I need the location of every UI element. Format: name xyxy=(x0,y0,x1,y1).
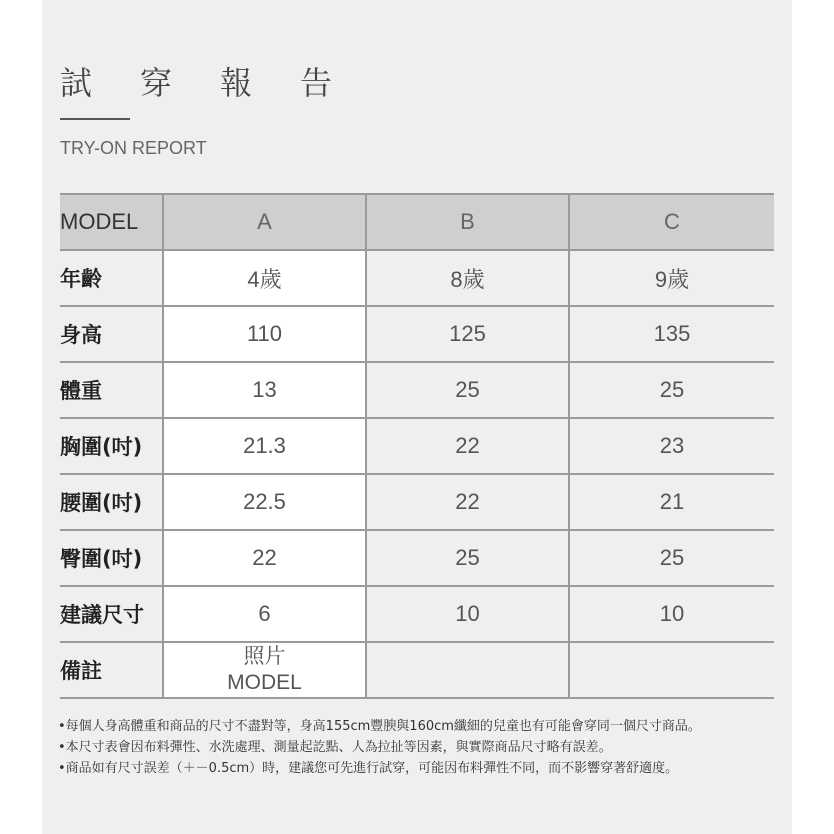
table-cell: 22.5 xyxy=(163,474,366,530)
table-cell xyxy=(569,642,774,698)
table-row xyxy=(60,250,774,306)
row-label: 備註 xyxy=(60,642,163,698)
table-cell: 22 xyxy=(366,474,569,530)
table-cell: 4歲 xyxy=(163,250,366,306)
table-cell: 22 xyxy=(163,530,366,586)
row-label: 身高 xyxy=(60,306,163,362)
note-item: •每個人身高體重和商品的尺寸不盡對等，身高155cm豐腴與160cm纖細的兒童也有可能會穿同一個尺寸商品。 xyxy=(58,719,701,734)
header-cell-a: A xyxy=(163,194,366,250)
table-row xyxy=(60,362,774,418)
title-char: 穿 xyxy=(140,64,173,102)
title-char: 告 xyxy=(300,64,333,102)
table-cell: 23 xyxy=(569,418,774,474)
table-header-row xyxy=(60,194,774,250)
title-divider xyxy=(60,118,130,120)
table-row xyxy=(60,418,774,474)
note-line: 照片 xyxy=(243,645,286,668)
note-line: MODEL xyxy=(227,671,302,694)
row-label: 年齡 xyxy=(60,250,163,306)
page-subtitle: TRY-ON REPORT xyxy=(60,138,207,158)
table-cell: 6 xyxy=(163,586,366,642)
row-label: 體重 xyxy=(60,362,163,418)
table-row xyxy=(60,586,774,642)
table-cell: 13 xyxy=(163,362,366,418)
table-cell: 21 xyxy=(569,474,774,530)
table-cell: 25 xyxy=(569,530,774,586)
table-cell: 135 xyxy=(569,306,774,362)
header-cell-model: MODEL xyxy=(60,194,163,250)
table-cell: 25 xyxy=(366,530,569,586)
table-cell: 110 xyxy=(163,306,366,362)
table-cell: 9歲 xyxy=(569,250,774,306)
table-cell: 25 xyxy=(569,362,774,418)
table-cell: 125 xyxy=(366,306,569,362)
row-label: 臀圍(吋) xyxy=(60,530,163,586)
row-label: 胸圍(吋) xyxy=(60,418,163,474)
title-char: 報 xyxy=(220,64,253,102)
table-cell: 25 xyxy=(366,362,569,418)
table-row xyxy=(60,642,774,698)
table-cell: 21.3 xyxy=(163,418,366,474)
note-item: •本尺寸表會因布料彈性、水洗處理、測量起訖點、人為拉扯等因素，與實際商品尺寸略有誤差。 xyxy=(58,740,612,755)
row-label: 腰圍(吋) xyxy=(60,474,163,530)
size-table xyxy=(60,193,774,699)
table-cell xyxy=(366,642,569,698)
table-cell: 10 xyxy=(366,586,569,642)
page-title xyxy=(60,58,380,104)
header-cell-c: C xyxy=(569,194,774,250)
title-char: 試 xyxy=(60,64,93,102)
table-row xyxy=(60,306,774,362)
table-row xyxy=(60,530,774,586)
table-cell: 22 xyxy=(366,418,569,474)
row-label: 建議尺寸 xyxy=(60,586,163,642)
table-cell-note xyxy=(163,642,366,698)
size-notes xyxy=(58,716,798,779)
header-cell-b: B xyxy=(366,194,569,250)
table-row xyxy=(60,474,774,530)
table-cell: 10 xyxy=(569,586,774,642)
table-cell: 8歲 xyxy=(366,250,569,306)
note-item: •商品如有尺寸誤差（＋－0.5cm）時，建議您可先進行試穿，可能因布料彈性不同，而不影響穿著舒適度。 xyxy=(58,761,679,776)
